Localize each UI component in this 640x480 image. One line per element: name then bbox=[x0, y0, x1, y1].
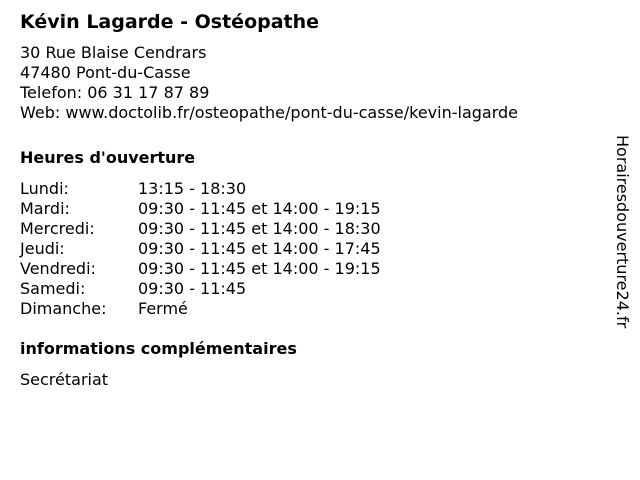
hours-time: 09:30 - 11:45 et 14:00 - 19:15 bbox=[138, 259, 381, 278]
hours-day: Jeudi: bbox=[20, 239, 65, 258]
business-card bbox=[20, 9, 600, 390]
page-title: Kévin Lagarde - Ostéopathe bbox=[20, 11, 320, 33]
info-heading: informations complémentaires bbox=[20, 339, 297, 358]
hours-row-tuesday bbox=[20, 199, 600, 219]
hours-heading: Heures d'ouverture bbox=[20, 148, 196, 167]
hours-time: 09:30 - 11:45 et 14:00 - 18:30 bbox=[138, 219, 381, 238]
hours-time: 09:30 - 11:45 et 14:00 - 17:45 bbox=[138, 239, 381, 258]
hours-row-sunday bbox=[20, 299, 600, 319]
info-text: Secrétariat bbox=[20, 370, 109, 389]
hours-day: Vendredi: bbox=[20, 259, 96, 278]
hours-row-monday bbox=[20, 179, 600, 199]
hours-day: Samedi: bbox=[20, 279, 86, 298]
hours-day: Dimanche: bbox=[20, 299, 107, 318]
phone-line: Telefon: 06 31 17 87 89 bbox=[20, 83, 210, 102]
hours-row-thursday bbox=[20, 239, 600, 259]
site-watermark: Horairesdouverture24.fr bbox=[613, 135, 632, 329]
hours-time: Fermé bbox=[138, 299, 188, 318]
hours-row-friday bbox=[20, 259, 600, 279]
hours-table bbox=[20, 179, 600, 319]
hours-time: 09:30 - 11:45 bbox=[138, 279, 247, 298]
hours-day: Lundi: bbox=[20, 179, 69, 198]
address-street: 30 Rue Blaise Cendrars bbox=[20, 43, 207, 62]
address-block bbox=[20, 43, 600, 123]
address-city: 47480 Pont-du-Casse bbox=[20, 63, 191, 82]
hours-time: 09:30 - 11:45 et 14:00 - 19:15 bbox=[138, 199, 381, 218]
hours-row-saturday bbox=[20, 279, 600, 299]
web-line: Web: www.doctolib.fr/osteopathe/pont-du-casse/kevin-lagarde bbox=[20, 103, 518, 122]
hours-day: Mardi: bbox=[20, 199, 70, 218]
hours-time: 13:15 - 18:30 bbox=[138, 179, 247, 198]
hours-row-wednesday bbox=[20, 219, 600, 239]
hours-day: Mercredi: bbox=[20, 219, 95, 238]
